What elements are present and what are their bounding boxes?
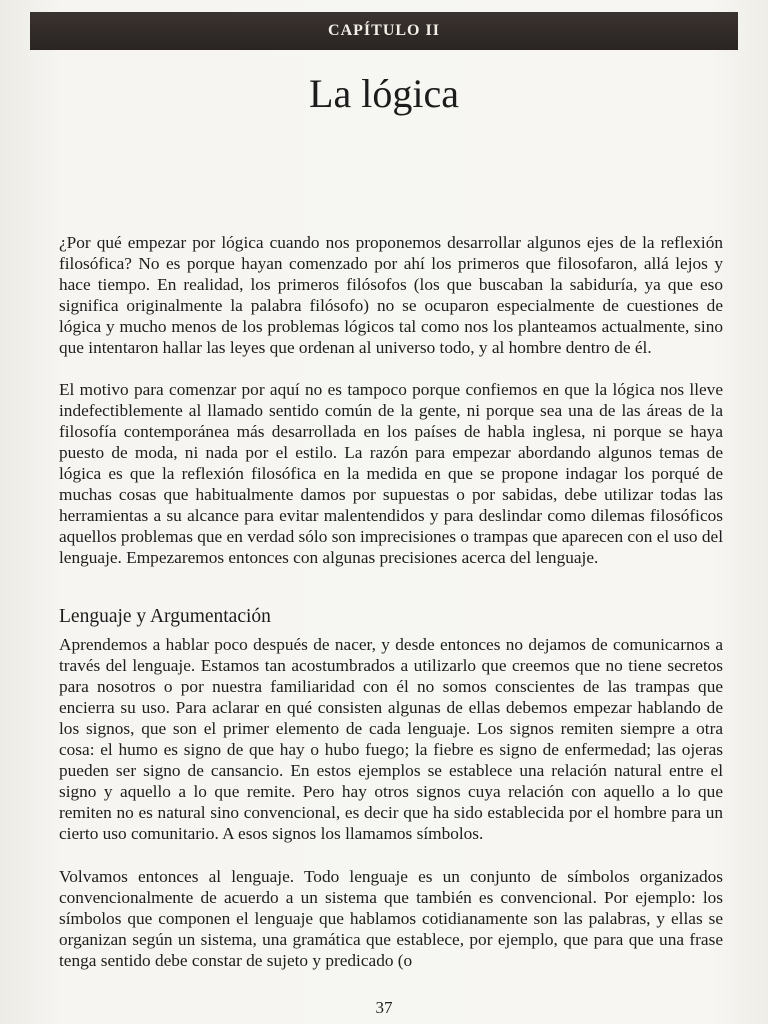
paragraph-intro-1: ¿Por qué empezar por lógica cuando nos proponemos desarrollar algunos ejes de la reflexión filosófica? No es porque hayan comenzado por ahí los primeros que filosofaron, allá lejos y hace tiempo. En realidad, los primeros filósofos (los que buscaban la sabiduría, ya que eso significa originalmente la palabra filósofo) no se ocuparon especialmente de cuestiones de lógica y mucho menos de los problemas lógicos tal como nos los planteamos actualmente, sino que intentaron hallar las leyes que ordenan al universo todo, y al hombre dentro de él. — [59, 233, 723, 357]
page-title: La lógica — [309, 71, 459, 116]
chapter-header-band — [30, 12, 738, 50]
paragraph-intro-2: El motivo para comenzar por aquí no es tampoco porque confiemos en que la lógica nos lleve indefectiblemente al llamado sentido común de la gente, ni porque sea una de las áreas de la filosofía contemporánea más desarrollada en los países de habla inglesa, ni porque se haya puesto de moda, ni nada por el estilo. La razón para empezar abordando algunos temas de lógica es que la reflexión filosófica en la medida en que se propone indagar los porqué de muchas cosas que habitualmente damos por supuestas o por sabidas, debe utilizar todas las herramientas a su alcance para evitar malentendidos y para deslindar como dilemas filosóficos aquellos problemas que en verdad sólo son imprecisiones o trampas que aparecen con el uso del lenguaje. Empezaremos entonces con algunas precisiones acerca del lenguaje. — [59, 380, 723, 567]
page-number: 37 — [375, 998, 393, 1017]
paragraph-section-1: Aprendemos a hablar poco después de nacer, y desde entonces no dejamos de comunicarnos a través del lenguaje. Estamos tan acostumbrados a utilizarlo que creemos que no tiene secretos para nosotros o por nuestra familiaridad con él no somos conscientes de las trampas que encierra su uso. Para aclarar en qué consisten algunas de ellas debemos empezar hablando de los signos, que son el primer elemento de cada lenguaje. Los signos remiten siempre a otra cosa: el humo es signo de que hay o hubo fuego; la fiebre es signo de enfermedad; las ojeras pueden ser signo de cansancio. En estos ejemplos se establece una relación natural entre el signo y aquello a lo que remite. Pero hay otros signos cuya relación con aquello a lo que remiten no es natural sino convencional, es decir que ha sido establecida por el hombre para un cierto uso comunitario. A esos signos los llamamos símbolos. — [59, 635, 723, 843]
chapter-label: CAPÍTULO II — [328, 22, 440, 39]
paragraph-section-2: Volvamos entonces al lenguaje. Todo lenguaje es un conjunto de símbolos organizados convencionalmente de acuerdo a un sistema que también es convencional. Por ejemplo: los símbolos que componen el lenguaje que hablamos cotidianamente son las palabras, y ellas se organizan según un sistema, una gramática que establece, por ejemplo, que para que una frase tenga sentido debe constar de sujeto y predicado (o — [59, 867, 723, 970]
section-heading: Lenguaje y Argumentación — [59, 606, 271, 627]
